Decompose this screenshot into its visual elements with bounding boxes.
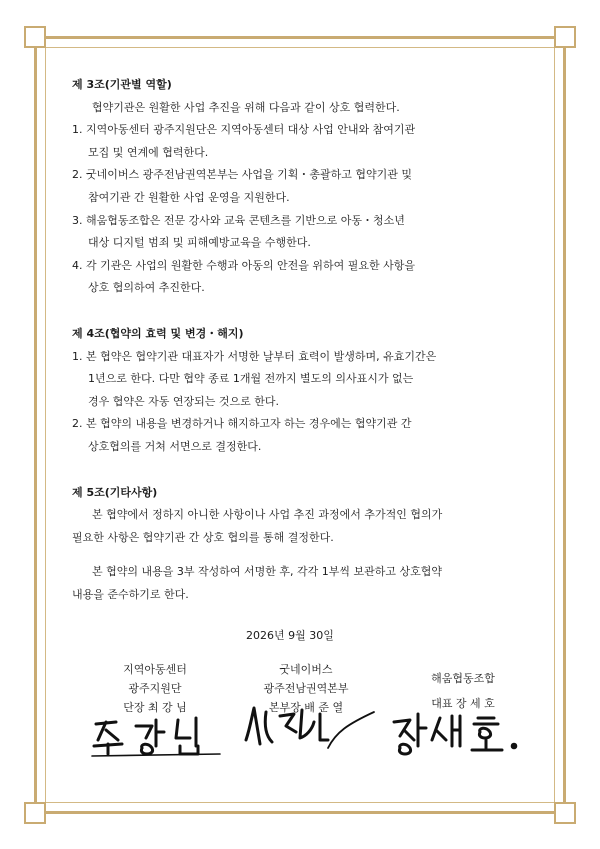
article-3-item: 1. 지역아동센터 광주지원단은 지역아동센터 대상 사업 안내와 참여기관 bbox=[72, 123, 416, 137]
section-spacer bbox=[72, 549, 532, 561]
article-4-item-cont: 1년으로 한다. 다만 협약 종료 1개월 전까지 별도의 의사표시가 없는 bbox=[88, 372, 414, 386]
signatory-1-person: 단장 최 강 님 bbox=[123, 701, 187, 714]
signature-3 bbox=[388, 708, 538, 758]
signatory-1-unit: 광주지원단 bbox=[128, 682, 182, 695]
article-4-item-cont: 상호협의를 거쳐 서면으로 결정한다. bbox=[88, 439, 262, 453]
signatory-1-org: 지역아동센터 bbox=[123, 663, 187, 676]
article-3-item: 2. 굿네이버스 광주전남권역본부는 사업을 기획・총괄하고 협약기관 및 bbox=[72, 168, 413, 182]
signature-2 bbox=[236, 702, 386, 754]
signatory-3 bbox=[398, 669, 528, 713]
corner-ornament-top-left bbox=[24, 26, 46, 48]
closing-line: 본 협약의 내용을 3부 작성하여 서명한 후, 각각 1부씩 보관하고 상호협약 bbox=[92, 565, 442, 579]
article-3-intro: 협약기관은 원활한 사업 추진을 위해 다음과 같이 상호 협력한다. bbox=[92, 100, 400, 114]
article-5-title: 제 5조(기타사항) bbox=[72, 485, 158, 499]
article-3-item-cont: 대상 디지털 범죄 및 피해예방교육을 수행한다. bbox=[88, 236, 311, 250]
corner-ornament-top-right bbox=[554, 26, 576, 48]
signatory-2-unit: 광주전남권역본부 bbox=[263, 682, 349, 695]
signatory-1 bbox=[90, 660, 220, 717]
signing-date: 2026년 9월 30일 bbox=[246, 629, 334, 642]
signatory-3-person: 대표 장 세 호 bbox=[431, 697, 495, 710]
signatory-2-person: 본부장 배 준 열 bbox=[268, 701, 344, 714]
article-4-item-cont: 경우 협약은 자동 연장되는 것으로 한다. bbox=[88, 394, 279, 408]
article-3-item-cont: 상호 협의하여 추진한다. bbox=[88, 281, 205, 295]
signatory-2-org: 굿네이버스 bbox=[279, 663, 333, 676]
article-3-item: 4. 각 기관은 사업의 원활한 수행과 아동의 안전을 위하여 필요한 사항을 bbox=[72, 258, 415, 272]
signatory-3-org: 해움협동조합 bbox=[431, 672, 495, 685]
section-spacer bbox=[72, 300, 532, 323]
article-5-line: 필요한 사항은 협약기관 간 상호 협의를 통해 결정한다. bbox=[72, 530, 334, 544]
article-3-title: 제 3조(기관별 역할) bbox=[72, 78, 172, 91]
corner-ornament-bottom-left bbox=[24, 802, 46, 824]
article-4-item: 1. 본 협약은 협약기관 대표자가 서명한 날부터 효력이 발생하며, 유효기간은 bbox=[72, 349, 437, 363]
article-4-title: 제 4조(협약의 효력 및 변경・해지) bbox=[72, 326, 244, 340]
section-spacer bbox=[72, 459, 532, 482]
signature-1 bbox=[86, 710, 226, 760]
closing-line: 내용을 준수하기로 한다. bbox=[72, 587, 189, 601]
agreement-body bbox=[72, 74, 532, 606]
article-3-item-cont: 참여기관 간 원활한 사업 운영을 지원한다. bbox=[88, 190, 290, 204]
article-3-item-cont: 모집 및 연계에 협력한다. bbox=[88, 145, 209, 159]
article-3-item: 3. 해움협동조합은 전문 강사와 교육 콘텐츠를 기반으로 아동・청소년 bbox=[72, 213, 405, 227]
article-5-line: 본 협약에서 정하지 아니한 사항이나 사업 추진 과정에서 추가적인 협의가 bbox=[92, 508, 443, 522]
article-4-item: 2. 본 협약의 내용을 변경하거나 해지하고자 하는 경우에는 협약기관 간 bbox=[72, 417, 412, 431]
corner-ornament-bottom-right bbox=[554, 802, 576, 824]
